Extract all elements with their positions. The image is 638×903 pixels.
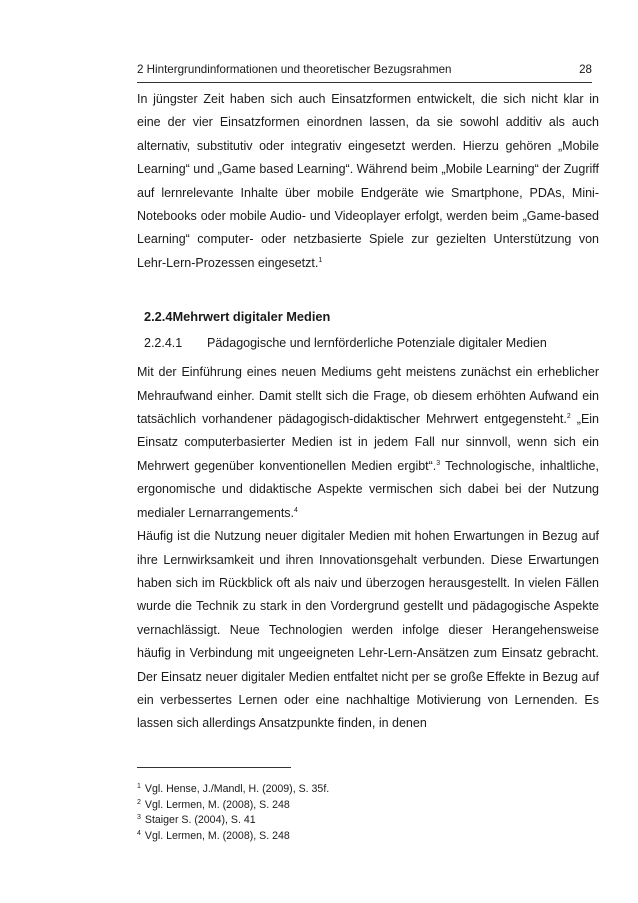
chapter-title: 2 Hintergrundinformationen und theoretischer Bezugsrahmen <box>137 63 452 76</box>
paragraph-1-text: In jüngster Zeit haben sich auch Einsatzformen entwickelt, die sich nicht klar in eine der vier Einsatzformen einordnen lassen, da sie sowohl additiv als auch alternativ, substitutiv oder integrativ eingesetzt werden. Hierzu gehören „Mobile Learning“ und „Game based Learning“. Während beim „Mobile Learning“ der Zugriff auf lernrelevante Inhalte über mobile Endgeräte wie Smartphone, PDAs, Mini-Notebooks oder mobile Audio- und Videoplayer erfolgt, werden beim „Game-based Learning“ computer- oder netzbasierte Spiele zur gezielten Unterstützung von Lehr-Lern-Prozessen eingesetzt. <box>137 92 599 270</box>
footnote-number: 1 <box>137 783 141 790</box>
footnote-text: Vgl. Lermen, M. (2008), S. 248 <box>144 829 290 842</box>
footnote-ref-4[interactable]: 4 <box>294 506 298 514</box>
paragraph-1 <box>137 88 599 275</box>
subsection-title: Pädagogische und lernförderliche Potenziale digitaler Medien <box>207 336 547 351</box>
paragraph-2-text-a: Mit der Einführung eines neuen Mediums geht meistens zunächst ein erheblicher Mehraufwand einher. Damit stellt sich die Frage, ob diesem erhöhten Aufwand ein tatsächlich vorhandener pädagogisch-didaktischer Mehrwert entgegensteht. <box>137 365 599 427</box>
footnote-number: 3 <box>137 814 141 821</box>
footnote-separator <box>137 767 291 768</box>
footnote-4 <box>137 829 597 845</box>
footnote-ref-3[interactable]: 3 <box>436 459 441 467</box>
footnote-text: Staiger S. (2004), S. 41 <box>144 814 256 826</box>
footnote-ref-1[interactable]: 1 <box>318 256 323 264</box>
footnote-3 <box>137 813 597 829</box>
footnote-ref-2[interactable]: 2 <box>566 413 571 421</box>
footnote-2 <box>137 798 597 814</box>
subsection-number: 2.2.4.1 <box>144 336 183 351</box>
paragraph-3 <box>137 525 599 736</box>
body-text <box>137 88 599 736</box>
footnote-number: 4 <box>137 829 141 837</box>
paragraph-2-text-c: Technologische, inhaltliche, ergonomische und didaktische Aspekte vermischen sich dabei bei der Nutzung medialer Lernarrangements. <box>137 458 599 520</box>
subsection-heading <box>144 333 599 353</box>
section-title: Mehrwert digitaler Medien <box>172 309 331 325</box>
paragraph-3-text: Häufig ist die Nutzung neuer digitaler Medien mit hohen Erwartungen in Bezug auf ihre Lernwirksamkeit und ihren Innovationsgehalt verbunden. Diese Erwartungen haben sich im Rückblick oft als naiv und überzogen herausgestellt. In vielen Fällen wurde die Technik zu stark in den Vordergrund gestellt und pädagogische Aspekte vernachlässigt. Neue Technologien werden infolge dieser Herangehensweise häufig in Verbindung mit ungeeigneten Lehr-Lern-Ansätzen zum Einsatz gebracht. Der Einsatz neuer digitaler Medien entfaltet nicht per se große Effekte in Bezug auf ein verbessertes Lernen oder eine nachhaltige Motivierung von Lernenden. Es lassen sich allerdings Ansatzpunkte finden, in denen <box>137 529 599 731</box>
paragraph-2 <box>137 361 599 525</box>
footnote-text: Vgl. Lermen, M. (2008), S. 248 <box>144 798 290 811</box>
running-header <box>137 62 592 83</box>
footnote-number: 2 <box>137 798 141 806</box>
footnote-text: Vgl. Hense, J./Mandl, H. (2009), S. 35f. <box>144 783 330 795</box>
section-number: 2.2.4 <box>144 309 173 325</box>
footnotes <box>137 782 597 844</box>
footnote-1 <box>137 782 597 798</box>
page-number: 28 <box>579 63 592 76</box>
paragraph-2-text-b: „Ein Einsatz computerbasierter Medien ist in jedem Fall nur sinnvoll, wenn sich ein Mehrwert gegenüber konventionellen Medien ergibt“. <box>137 412 600 473</box>
section-heading <box>144 307 599 327</box>
